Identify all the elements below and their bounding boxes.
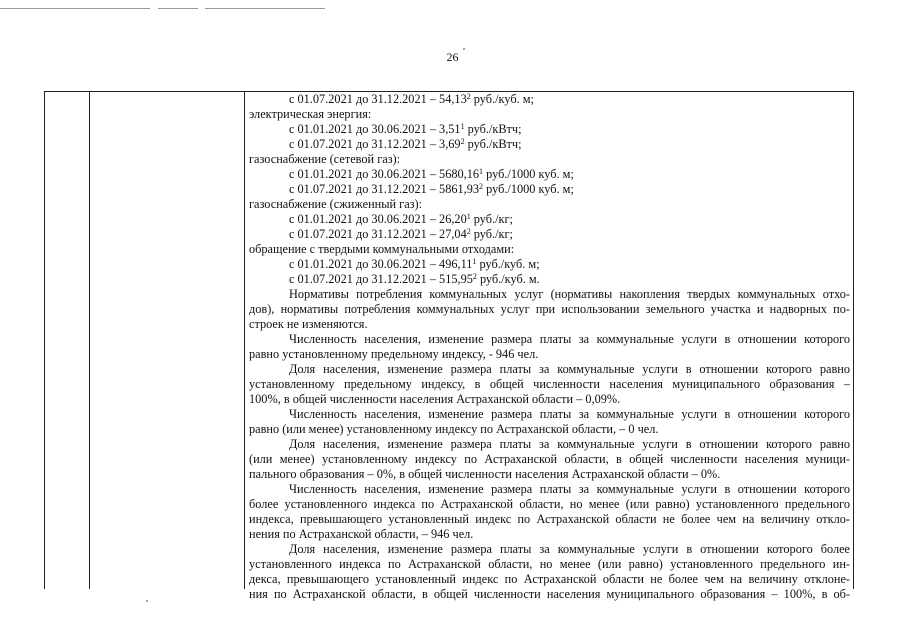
line-text: с 01.01.2021 до 30.06.2021 – 3,51: [289, 122, 461, 136]
line-text: Доля населения, изменение размера платы за коммунальные услуги в отношении которого равно: [289, 437, 850, 451]
line-unit: руб./1000 куб. м;: [483, 167, 574, 181]
line-text: равно установленному предельному индексу, - 946 чел.: [249, 347, 539, 361]
text-line: [249, 272, 850, 287]
text-line: [249, 257, 850, 272]
page-number: 26: [446, 50, 459, 64]
line-text: установленному предельному индексу, в общей численности населения муниципального образования –: [249, 377, 850, 391]
line-unit: руб./1000 куб. м;: [483, 182, 574, 196]
scan-edge-line: [0, 8, 905, 9]
table-column-number: [45, 92, 90, 589]
line-text: с 01.01.2021 до 30.06.2021 – 5680,16: [289, 167, 480, 181]
text-line: [249, 512, 850, 527]
footnote-mark: 1: [472, 257, 477, 266]
document-table: [44, 91, 854, 601]
table-column-text: [245, 92, 853, 601]
footnote-mark: 2: [466, 92, 471, 101]
text-line: [249, 437, 850, 452]
line-text: обращение с твердыми коммунальными отходами:: [249, 242, 515, 256]
text-line: [249, 527, 850, 542]
line-text: пального образования – 0%, в общей численности населения Астраханской области – 0%.: [249, 467, 721, 481]
line-text: электрическая энергия:: [249, 107, 372, 121]
text-line: [249, 392, 850, 407]
line-text: с 01.07.2021 до 31.12.2021 – 54,13: [289, 92, 467, 106]
text-line: [249, 287, 850, 302]
line-unit: руб./кВтч;: [464, 137, 522, 151]
line-text: с 01.07.2021 до 31.12.2021 – 27,04: [289, 227, 467, 241]
line-text: равно (или менее) установленному индексу по Астраханской области, – 0 чел.: [249, 422, 659, 436]
table-column-name: [90, 92, 245, 589]
text-line: [249, 482, 850, 497]
footnote-mark: 2: [472, 272, 477, 281]
line-text: Численность населения, изменение размера платы за коммунальные услуги в отношении которого: [289, 332, 850, 346]
line-unit: руб./кг;: [470, 227, 513, 241]
line-unit: руб./куб. м.: [476, 272, 540, 286]
text-line: [249, 167, 850, 182]
footnote-mark: 1: [479, 167, 484, 176]
line-text: дов), нормативы потребления коммунальных услуг при использовании земельного участка и надворных по-: [249, 302, 850, 316]
line-text: более установленного индекса по Астраханской области, но менее (или равно) установленного предельного: [249, 497, 850, 511]
text-line: [249, 422, 850, 437]
footnote-mark: 1: [466, 212, 471, 221]
line-text: нения по Астраханской области, – 946 чел.: [249, 527, 474, 541]
line-text: Нормативы потребления коммунальных услуг (нормативы накопления твердых коммунальных отхо-: [289, 287, 850, 301]
line-text: газоснабжение (сетевой газ):: [249, 152, 401, 166]
text-line: [249, 572, 850, 587]
line-text: строек не изменяются.: [249, 317, 368, 331]
text-line: [249, 587, 850, 602]
text-line: [249, 317, 850, 332]
text-line: [249, 212, 850, 227]
line-unit: руб./кг;: [470, 212, 513, 226]
text-line: [249, 152, 850, 167]
footnote-mark: 2: [466, 227, 471, 236]
line-unit: руб./кВтч;: [464, 122, 522, 136]
line-text: Численность населения, изменение размера платы за коммунальные услуги в отношении которого: [289, 407, 850, 421]
line-text: Доля населения, изменение размера платы за коммунальные услуги в отношении которого равно: [289, 362, 850, 376]
line-text: декса, превышающего установленный индекс по Астраханской области не более чем на величину отклоне-: [249, 572, 850, 586]
text-line: [249, 542, 850, 557]
text-line: [249, 242, 850, 257]
line-text: ния по Астраханской области, в общей численности населения муниципального образования – 100%, в об-: [249, 587, 850, 601]
scan-speck: [146, 600, 148, 602]
text-line: [249, 182, 850, 197]
text-line: [249, 377, 850, 392]
text-line: [249, 302, 850, 317]
footnote-mark: 2: [479, 182, 484, 191]
footnote-mark: 2: [460, 137, 465, 146]
line-text: Доля населения, изменение размера платы за коммунальные услуги в отношении которого более: [289, 542, 850, 556]
text-line: [249, 452, 850, 467]
text-line: [249, 122, 850, 137]
line-text: с 01.07.2021 до 31.12.2021 – 3,69: [289, 137, 461, 151]
line-text: (или менее) установленному индексу по Астраханской области, в общей численности населения муници-: [249, 452, 850, 466]
line-text: установленного индекса по Астраханской области, но менее (или равно) установленного предельного ин-: [249, 557, 850, 571]
line-text: с 01.01.2021 до 30.06.2021 – 26,20: [289, 212, 467, 226]
line-unit: руб./куб. м;: [476, 257, 540, 271]
text-line: [249, 557, 850, 572]
line-text: с 01.07.2021 до 31.12.2021 – 5861,93: [289, 182, 480, 196]
text-line: [249, 347, 850, 362]
text-line: [249, 362, 850, 377]
line-text: газоснабжение (сжиженный газ):: [249, 197, 423, 211]
scan-speck: [463, 48, 465, 50]
line-text: Численность населения, изменение размера платы за коммунальные услуги в отношении которого: [289, 482, 850, 496]
text-line: [249, 407, 850, 422]
line-text: с 01.07.2021 до 31.12.2021 – 515,95: [289, 272, 473, 286]
text-line: [249, 467, 850, 482]
text-line: [249, 497, 850, 512]
line-text: 100%, в общей численности населения Астраханской области – 0,09%.: [249, 392, 621, 406]
line-text: с 01.01.2021 до 30.06.2021 – 496,11: [289, 257, 473, 271]
text-line: [249, 137, 850, 152]
footnote-mark: 1: [460, 122, 465, 131]
text-line: [249, 92, 850, 107]
line-unit: руб./куб. м;: [470, 92, 534, 106]
text-line: [249, 197, 850, 212]
text-line: [249, 107, 850, 122]
text-line: [249, 332, 850, 347]
line-text: индекса, превышающего установленный индекс по Астраханской области не более чем на величину откло-: [249, 512, 850, 526]
text-line: [249, 227, 850, 242]
